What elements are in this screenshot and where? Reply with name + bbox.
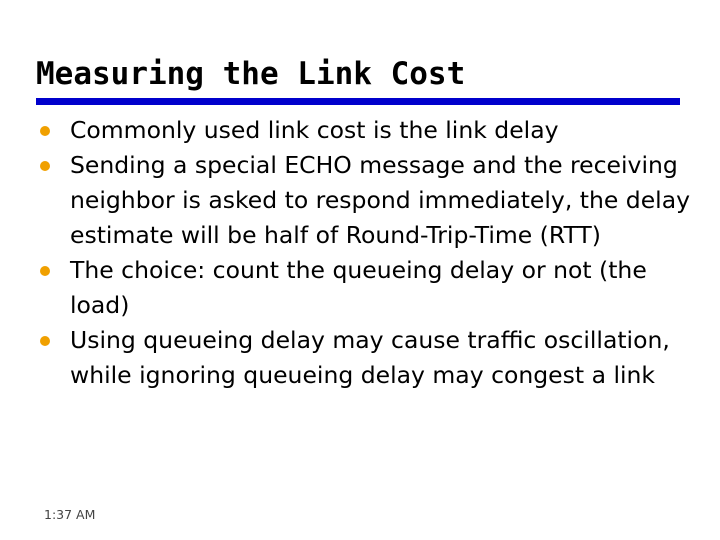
slide-title: Measuring the Link Cost	[36, 56, 466, 92]
bullet-text: Using queueing delay may cause traffic oscillation, while ignoring queueing delay may congest a link	[70, 326, 670, 389]
bullet-icon	[40, 336, 50, 346]
bullet-icon	[40, 161, 50, 171]
bullet-text: Commonly used link cost is the link delay	[70, 116, 559, 144]
bullet-list	[36, 113, 696, 393]
list-item	[36, 148, 696, 253]
title-underline	[36, 98, 680, 105]
list-item	[36, 113, 696, 148]
footer-timestamp: 1:37 AM	[44, 507, 96, 522]
list-item	[36, 323, 696, 393]
bullet-icon	[40, 266, 50, 276]
bullet-icon	[40, 126, 50, 136]
bullet-text: Sending a special ECHO message and the receiving neighbor is asked to respond immediately, the delay estimate will be half of Round-Trip-Time (RTT)	[70, 151, 691, 249]
list-item	[36, 253, 696, 323]
bullet-text: The choice: count the queueing delay or not (the load)	[70, 256, 647, 319]
